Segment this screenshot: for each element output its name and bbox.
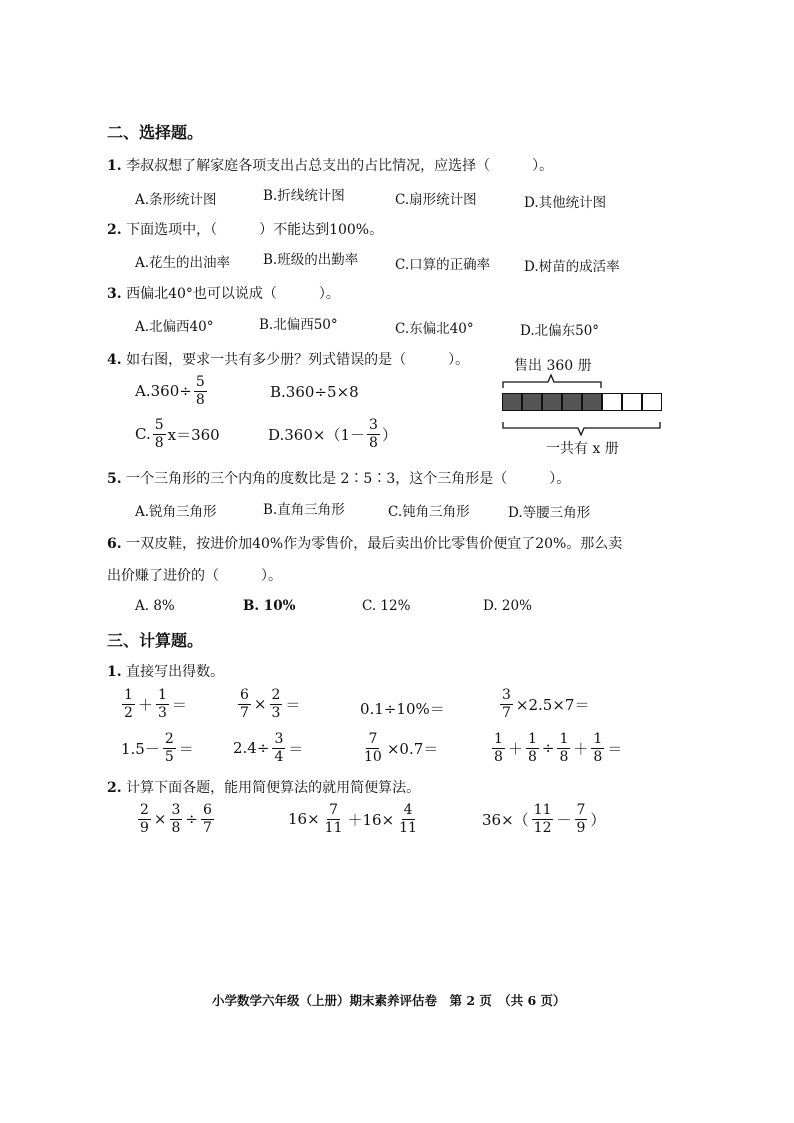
diagram-cell-sold (562, 393, 582, 411)
expr-2: $\frac{6}{7}$ × $\frac{2}{3}$ ＝ (240, 687, 301, 721)
q5-option-d[interactable]: D.等腰三角形 (508, 505, 591, 521)
q4-option-d[interactable]: D.360×（1－ 3 8 ） (268, 417, 397, 451)
q3-option-c[interactable]: C.东偏北40° (395, 321, 474, 337)
expr-7: $\frac{7}{10}$ ×0.7＝ (364, 731, 439, 765)
question-6: 6. 一双皮鞋，按进价加40%作为零售价，最后卖出价比零售价便宜了20%。那么卖 (107, 536, 623, 552)
q3-option-d[interactable]: D.北偏东50° (520, 323, 600, 339)
question-1 (107, 155, 553, 175)
section-heading-choice: 二、选择题。 (107, 123, 204, 142)
expr-4: $\frac{3}{7}$ ×2.5×7＝ (502, 687, 590, 721)
q1-option-c[interactable]: C.扇形统计图 (395, 192, 477, 208)
question-4: 4. 如右图，要求一共有多少册？列式错误的是（ ）。 (107, 352, 470, 368)
q3-option-a[interactable]: A.北偏西40° (135, 319, 214, 335)
diagram-cell-sold (502, 393, 522, 411)
fraction: 5 8 (154, 417, 164, 451)
calc-2: 16× $\frac{7}{11}$ ＋16× $\frac{4}{11}$ (288, 802, 417, 836)
q6-option-a[interactable]: A. 8% (135, 598, 175, 614)
expr-8: 1 8 ＋ $\frac{1}{8}$ ÷ $\frac{1}{8}$ ＋ 1 8 ＝ (494, 731, 623, 765)
expr-1: 1 2 ＋ 1 3 ＝ (124, 687, 187, 721)
question-text: 如右图，要求一共有多少册？列式错误的是（ ）。 (126, 352, 470, 368)
q5-option-c[interactable]: C.钝角三角形 (388, 504, 470, 520)
question-number: 1. (107, 158, 122, 174)
page-footer: 小学数学六年级（上册）期末素养评估卷 第 2 页 （共 6 页） (212, 993, 566, 1008)
question-2: 2. 下面选项中，（ ）不能达到100%。 (107, 222, 384, 238)
diagram-cell-remaining (642, 393, 662, 411)
diagram-cell-sold (582, 393, 602, 411)
fraction: 3 8 (369, 417, 378, 451)
question-3: 3. 西偏北40°也可以说成（ ）。 (107, 286, 340, 302)
q5-option-b[interactable]: B.直角三角形 (263, 502, 345, 518)
diagram-cell-remaining (622, 393, 642, 411)
q6-option-d[interactable]: D. 20% (483, 598, 532, 614)
fraction: $\frac{5}{8}$ (195, 374, 205, 408)
q2-option-d[interactable]: D.树苗的成活率 (524, 259, 620, 275)
q2-option-a[interactable]: A.花生的出油率 (135, 255, 231, 271)
diagram-cell-sold (522, 393, 542, 411)
question-text: 李叔叔想了解家庭各项支出占总支出的占比情况，应选择（ ）。 (126, 158, 554, 174)
question-text: 西偏北40°也可以说成（ ）。 (126, 286, 340, 302)
diagram-bottom-label: 一共有 x 册 (546, 441, 619, 457)
question-text: 一双皮鞋，按进价加40%作为零售价，最后卖出价比零售价便宜了20%。那么卖 (126, 536, 623, 552)
q4-option-a[interactable]: A.360÷ $\frac{5}{8}$ (135, 374, 205, 408)
q1-option-b[interactable]: B.折线统计图 (263, 188, 345, 204)
question-5: 5. 一个三角形的三个内角的度数比是 2∶5∶3，这个三角形是（ ）。 (107, 471, 571, 487)
q5-option-a[interactable]: A.锐角三角形 (135, 504, 217, 520)
section-heading-calc: 三、计算题。 (107, 631, 204, 650)
expr-5: 1.5－ 2 5 ＝ (121, 731, 194, 765)
diagram-cell-remaining (602, 393, 622, 411)
q1-option-d[interactable]: D.其他统计图 (524, 195, 607, 211)
calc-1: $\frac{2}{9}$ × $\frac{3}{8}$ ÷ $\frac{6}{7}$ (140, 802, 212, 836)
q4-option-b[interactable]: B.360÷5×8 (270, 383, 359, 401)
q4-option-c[interactable]: C. 5 8 x＝360 (135, 417, 220, 451)
q3-option-b[interactable]: B.北偏西50° (259, 317, 338, 333)
q6-option-b[interactable]: B. 10% (243, 598, 296, 614)
calc-part-1: 1. 直接写出得数。 (107, 664, 225, 680)
q2-option-b[interactable]: B.班级的出勤率 (263, 252, 359, 268)
q2-option-c[interactable]: C.口算的正确率 (395, 257, 491, 273)
expr-3: 0.1÷10%＝ (360, 700, 445, 718)
diagram-cell-sold (542, 393, 562, 411)
calc-3: 36×（ 11 12 － 7 9 ） (482, 802, 606, 836)
question-text: 一个三角形的三个内角的度数比是 2∶5∶3，这个三角形是（ ）。 (126, 471, 571, 487)
question-6-line2: 出价赚了进价的（ ）。 (107, 568, 282, 584)
q6-option-c[interactable]: C. 12% (362, 598, 411, 614)
diagram-top-label: 售出 360 册 (514, 358, 592, 374)
calc-part-2: 2. 计算下面各题，能用简便算法的就用简便算法。 (107, 780, 421, 796)
q1-option-a[interactable]: A.条形统计图 (135, 192, 217, 208)
expr-6: 2.4÷ $\frac{3}{4}$ ＝ (233, 731, 304, 765)
question-text: 下面选项中，（ ）不能达到100%。 (126, 222, 384, 238)
